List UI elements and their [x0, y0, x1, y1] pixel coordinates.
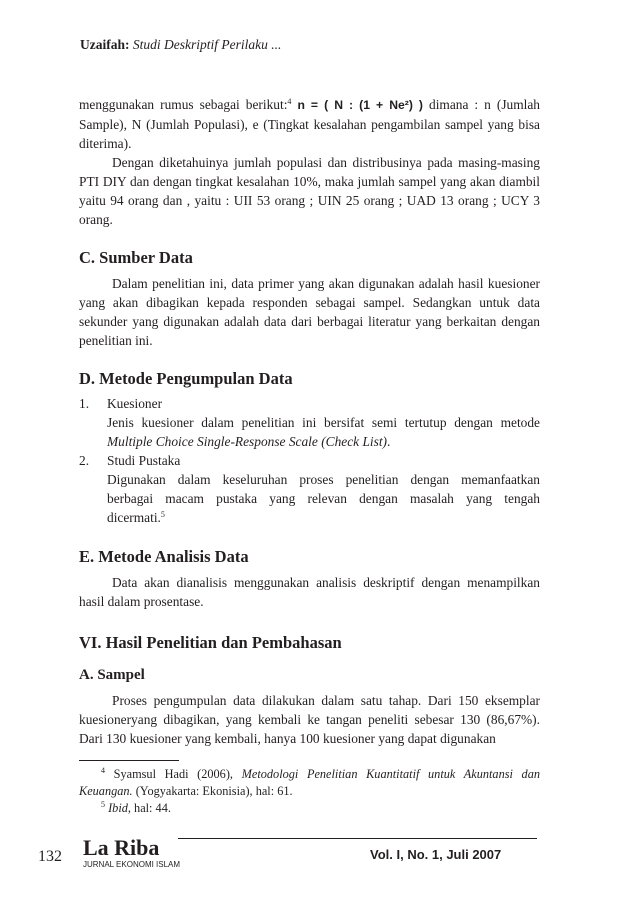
footnote-ref-5[interactable]: 5 [160, 510, 165, 519]
kuesioner-tail: . [387, 434, 391, 449]
paragraph-metode-analisis: Data akan dianalisis menggunakan analisis deskriptif dengan menampilkan hasil dalam prosentase. [79, 575, 540, 609]
footnote-4-publisher: (Yogyakarta: Ekonisia), hal: 61. [132, 784, 293, 798]
page-number: 132 [38, 848, 62, 865]
footnote-4-author: Syamsul Hadi (2006), [105, 767, 242, 781]
heading-metode-analisis: E. Metode Analisis Data [79, 547, 249, 566]
kuesioner-method: Multiple Choice Single-Response Scale (Check List) [107, 434, 388, 449]
heading-sampel: A. Sampel [79, 667, 145, 683]
sample-formula: n = ( N : (1 + Ne²) ) [297, 98, 423, 112]
list-number: 1. [79, 396, 90, 411]
journal-name: La Riba [83, 835, 160, 860]
kuesioner-text: Jenis kuesioner dalam penelitian ini bersifat semi tertutup dengan metode [107, 415, 540, 430]
paragraph-formula [79, 95, 540, 153]
footnote-5-marker: 5 [101, 800, 105, 809]
paragraph-sumber-data: Dalam penelitian ini, data primer yang akan digunakan adalah hasil kuesioner yang akan dibagikan kepada responden sebagai sampel. Sedangkan untuk data sekunder yang digunakan adalah data dari berbagai literatur yang berkaitan dengan penelitian ini. [79, 276, 540, 348]
studi-pustaka-text: Digunakan dalam keseluruhan proses penelitian dengan memanfaatkan berbagai macam pustaka yang relevan dengan masalah yang tengah dicermati. [107, 472, 540, 525]
p1-rest: dimana : n (Jumlah Sample), N (Jumlah Populasi), e (Tingkat kesalahan pengambilan sampel yang bisa diterima). [79, 97, 540, 151]
header-title: Studi Deskriptif Perilaku ... [132, 37, 282, 52]
main-content [79, 95, 540, 748]
list-number: 2. [79, 453, 90, 468]
list-item-studi-pustaka [79, 451, 540, 527]
heading-hasil-penelitian: VI. Hasil Penelitian dan Pembahasan [79, 633, 342, 652]
footnote-4-book-title: Metodologi Penelitian Kuantitatif untuk Akuntansi dan Keuangan. [79, 767, 540, 798]
volume-info: Vol. I, No. 1, Juli 2007 [370, 847, 502, 862]
footnote-4 [79, 766, 540, 800]
list-item-text [107, 470, 540, 527]
journal-subtitle: JURNAL EKONOMI ISLAM [83, 860, 181, 869]
list-item-kuesioner [79, 394, 540, 451]
list-item-text [107, 413, 540, 451]
paragraph-sample-size: Dengan diketahuinya jumlah populasi dan distribusinya pada masing-masing PTI DIY dan dengan tingkat kesalahan 10%, maka jumlah sampel yang akan diambil yaitu 94 orang dan , yaitu : UII 53 orang ; UIN 25 orang ; UAD 13 orang ; UCY 3 orang. [79, 155, 540, 227]
method-list [79, 394, 540, 527]
heading-sumber-data: C. Sumber Data [79, 248, 193, 267]
footnote-ref-4[interactable]: 4 [287, 97, 292, 106]
footnote-5-page: , hal: 44. [127, 801, 171, 815]
footnote-rule [79, 760, 179, 761]
header-author: Uzaifah: [80, 37, 130, 52]
footnote-5-ibid: Ibid [108, 801, 128, 815]
footnotes [79, 766, 540, 817]
footer-rule [178, 838, 537, 839]
running-header [80, 37, 281, 53]
footnote-5 [79, 800, 540, 817]
journal-logo [83, 836, 180, 870]
p1-text: menggunakan rumus sebagai berikut: [79, 97, 288, 112]
footnote-4-marker: 4 [101, 766, 105, 775]
list-item-title: Kuesioner [107, 396, 163, 411]
paragraph-sampel: Proses pengumpulan data dilakukan dalam satu tahap. Dari 150 eksemplar kuesioneryang dibagikan, yang kembali ke tangan peneliti sebesar 130 (86,67%). Dari 130 kuesioner yang kembali, hanya 100 kuesioner yang dapat digunakan [79, 693, 540, 746]
list-item-title: Studi Pustaka [107, 453, 181, 468]
heading-metode-pengumpulan: D. Metode Pengumpulan Data [79, 369, 293, 388]
